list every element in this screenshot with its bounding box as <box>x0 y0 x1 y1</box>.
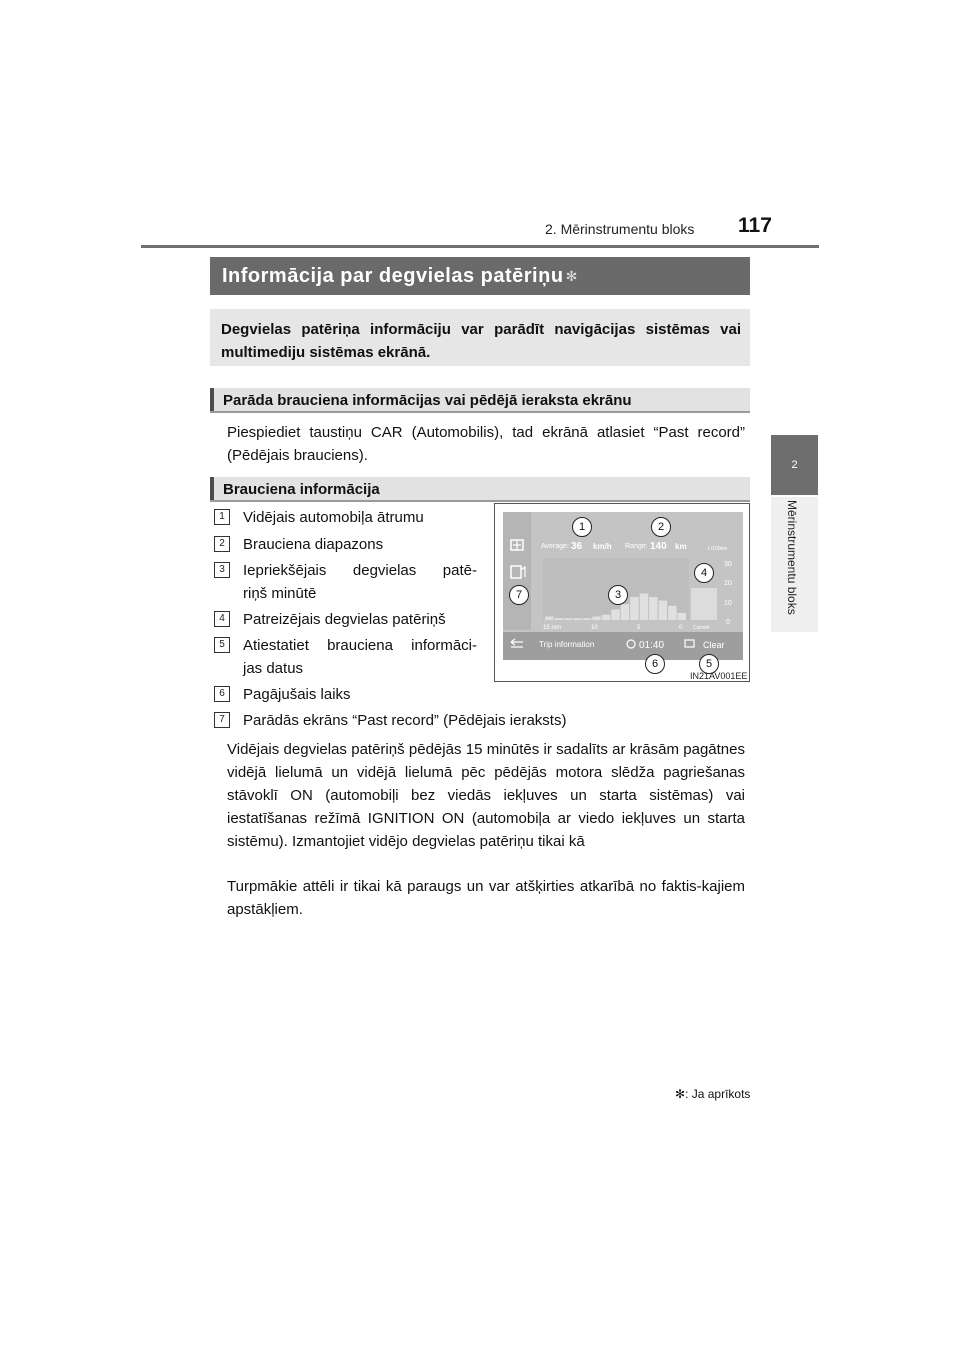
header-divider <box>141 245 819 248</box>
item-number: 3 <box>214 562 230 578</box>
list-item: Atiestatiet brauciena informāci- <box>243 637 477 654</box>
section-header: 2. Mērinstrumentu bloks <box>545 221 695 237</box>
elapsed-time: 01:40 <box>639 640 665 651</box>
item-number: 6 <box>214 686 230 702</box>
clear-button[interactable]: Clear <box>703 640 725 650</box>
item-number: 7 <box>214 712 230 728</box>
item-number: 1 <box>214 509 230 525</box>
current-bar <box>691 588 717 620</box>
chart-bar <box>602 615 611 620</box>
chart-bar <box>555 618 564 620</box>
chapter-tab <box>771 435 818 495</box>
x-tick: 10 <box>591 625 598 631</box>
chart-bar <box>630 597 639 620</box>
note-paragraph: Turpmākie attēli ir tikai kā paraugs un var atšķirties atkarībā no faktis-kajiem apstākļiem. <box>227 878 745 918</box>
list-item: Vidējais automobiļa ātrumu <box>243 509 424 526</box>
chapter-label: Mērinstrumentu bloks <box>785 500 799 615</box>
chart-bar <box>564 618 573 620</box>
figure-code: IN21AV001EE <box>690 671 748 681</box>
chart-bar <box>592 617 601 621</box>
current-label: Current <box>693 625 710 631</box>
item-number: 2 <box>214 536 230 552</box>
list-item-continued: riņš minūtē <box>243 585 317 602</box>
page-number: 117 <box>738 214 772 237</box>
list-item: Brauciena diapazons <box>243 536 384 553</box>
y-tick: 0 <box>726 619 730 626</box>
footnote <box>675 1087 750 1101</box>
range-label: Range: <box>625 543 648 550</box>
item-number: 5 <box>214 637 230 653</box>
list-item: Iepriekšējais degvielas patē- <box>243 562 477 579</box>
note-paragraph: Vidējais degvielas patēriņš pēdējās 15 minūtēs ir sadalīts ar krāsām pagātnes vidējā lielumā un vidējā lielumā pēc pēdējās motora slēdža pagriešanas stāvoklī ON (automobiļi bez viedās iekļuves un starta sistēmas) vai iestatīšanas režīmā IGNITION ON (automobiļa ar viedo iekļuves un starta sistēmu). Izmantojiet vidējo degvielas patēriņu tikai kā <box>227 741 745 850</box>
y-tick: 20 <box>724 580 732 587</box>
section-heading-display: Parāda brauciena informācijas vai pēdējā ieraksta ekrānu <box>223 392 632 409</box>
footnote-text: : Ja aprīkots <box>685 1087 751 1101</box>
y-tick: 10 <box>724 600 732 607</box>
y-tick: 30 <box>724 561 732 568</box>
x-tick: 0 <box>679 625 683 631</box>
page-title-text: Informācija par degvielas patēriņu <box>222 264 564 287</box>
chart-bar <box>678 613 687 620</box>
x-tick: 5 <box>637 625 641 631</box>
range-unit: km <box>675 542 687 551</box>
chart-bar <box>640 593 649 620</box>
chart-bar <box>659 601 668 621</box>
callout-marker: 3 <box>608 585 628 605</box>
chart-bar <box>611 609 620 620</box>
callout-marker: 6 <box>645 654 665 674</box>
average-value: 36 <box>571 541 583 552</box>
intro-text: Degvielas patēriņa informāciju var parādīt navigācijas sistēmas vai multimediju sistēmas ekrānā. <box>221 321 741 361</box>
page-title <box>210 257 750 295</box>
chart-bar <box>583 618 592 620</box>
section-heading-trip-info: Brauciena informācija <box>223 481 380 498</box>
average-unit: km/h <box>593 542 612 551</box>
chart-bar <box>573 618 582 620</box>
asterisk-icon: ✻ <box>675 1087 686 1101</box>
callout-marker: 2 <box>651 517 671 537</box>
chapter-number: 2 <box>791 459 798 471</box>
unit-label: L/100km <box>708 546 728 552</box>
screen-side-column <box>503 512 531 630</box>
list-item-continued: jas datus <box>243 660 304 677</box>
list-item: Patreizējais degvielas patēriņš <box>243 611 446 628</box>
item-number: 4 <box>214 611 230 627</box>
footer-title: Trip information <box>539 640 595 649</box>
list-item: Pagājušais laiks <box>243 686 351 703</box>
chart-bar <box>668 606 677 620</box>
callout-marker: 4 <box>694 563 714 583</box>
x-tick: 15 min <box>543 625 562 631</box>
callout-marker: 7 <box>509 585 529 605</box>
section-display-text: Piespiediet taustiņu CAR (Automobilis), tad ekrānā atlasiet “Past record” (Pēdējais brauciens). <box>227 424 745 464</box>
chart-bar <box>621 604 630 620</box>
asterisk-icon: ✻ <box>565 267 578 284</box>
chart-bar <box>649 597 658 620</box>
range-value: 140 <box>650 541 667 552</box>
chart-bar <box>545 617 554 621</box>
callout-marker: 1 <box>572 517 592 537</box>
list-item: Parādās ekrāns “Past record” (Pēdējais ieraksts) <box>243 712 567 729</box>
average-label: Average: <box>541 543 569 550</box>
callout-marker: 5 <box>699 654 719 674</box>
